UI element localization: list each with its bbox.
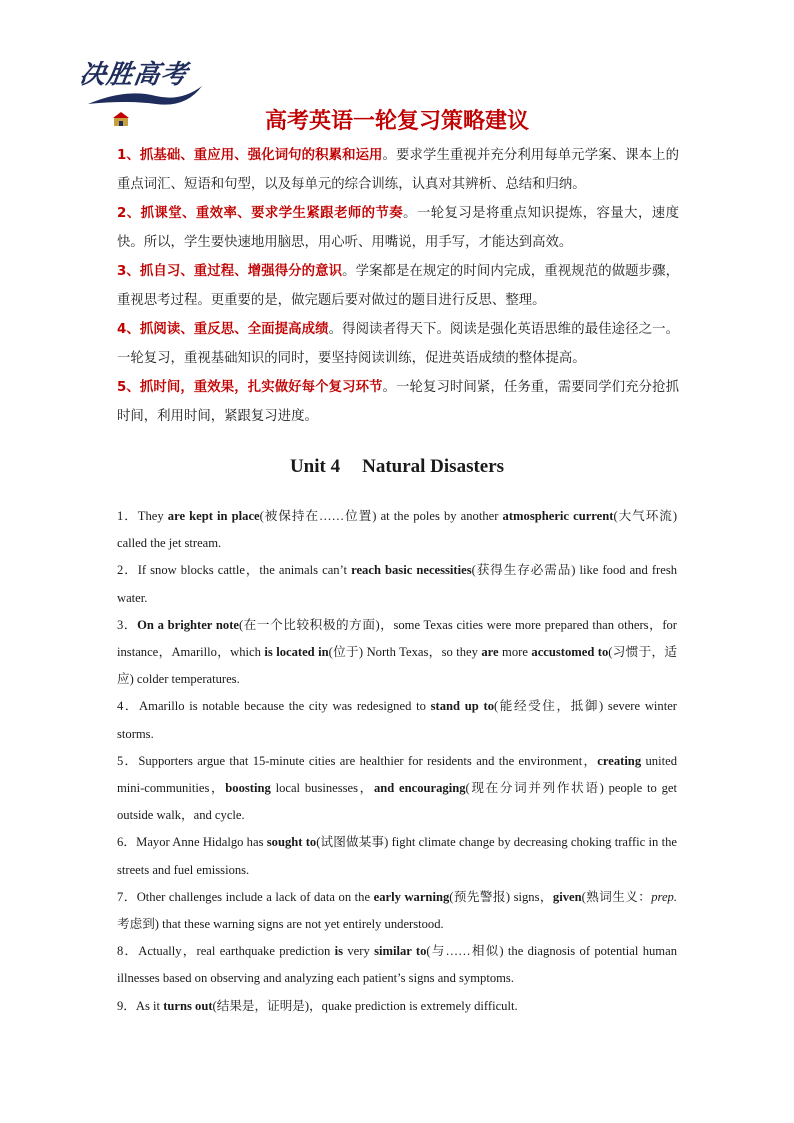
key-phrase: and encouraging — [373, 781, 466, 796]
sentence-text: (大气环流) called the jet stream. — [117, 509, 678, 551]
strategy-text: 。一轮复习时间紧，任务重，需要同学们充分抢抓时间，利用时间，紧跟复习进度。 — [117, 380, 679, 424]
strategy-highlight: 抓基础、重应用、强化词句的积累和运用 — [139, 148, 383, 163]
strategy-number: 4、 — [117, 322, 140, 337]
key-phrase: stand up to — [430, 699, 494, 714]
strategy-number: 3、 — [117, 264, 140, 279]
sentence-text: 6．Mayor Anne Hidalgo has — [117, 835, 267, 850]
sentence-item — [117, 557, 677, 611]
sentence-text: (与……相似) the diagnosis of potential human illnesses based on observing and analyzing each patient’s signs and symptoms. — [117, 944, 677, 986]
strategy-item — [117, 199, 679, 257]
strategy-list — [117, 141, 679, 431]
sentence-text: 7．Other challenges include a lack of data on the — [117, 889, 374, 904]
logo-text: 决胜高考 — [77, 60, 190, 90]
key-phrase: early warning — [373, 889, 450, 904]
key-phrase: turns out — [163, 998, 213, 1013]
sentence-text: 2．If snow blocks cattle，the animals can’t — [117, 563, 352, 578]
part-of-speech: prep. — [651, 889, 677, 904]
key-phrase: given — [552, 889, 582, 904]
sentence-text: local businesses， — [270, 781, 374, 796]
sentence-text: 8．Actually，real earthquake prediction — [117, 944, 335, 959]
sentence-text: 1．They — [117, 509, 168, 523]
sentence-text: 3． — [117, 617, 138, 632]
sentence-item — [117, 829, 677, 883]
unit-label: Unit 4 — [289, 456, 341, 477]
sentence-text: 考虑到) that these warning signs are not yet entirely understood. — [117, 917, 444, 932]
key-phrase: similar to — [374, 944, 427, 959]
key-phrase: sought to — [266, 835, 317, 850]
sentence-text: (获得生存必需品) like food and fresh water. — [117, 563, 678, 605]
sentence-text: (熟词生义： — [581, 889, 652, 904]
sentence-text: (预先警报) signs， — [449, 889, 553, 904]
key-phrase: atmospheric current — [502, 509, 614, 523]
strategy-number: 5、 — [117, 380, 140, 395]
unit-name: Natural Disasters — [362, 456, 505, 477]
sentence-text: 5．Supporters argue that 15-minute cities are healthier for residents and the environment， — [117, 753, 598, 768]
unit-title — [0, 456, 794, 478]
strategy-highlight: 抓自习、重过程、增强得分的意识 — [139, 264, 343, 279]
sentence-text: (试图做某事) fight climate change by decreasing choking traffic in the streets and fuel emissions. — [117, 835, 677, 877]
key-phrase: is — [334, 944, 344, 959]
key-phrase: is located in — [264, 645, 329, 660]
strategy-text: 。要求学生重视并充分利用每单元学案、课本上的重点词汇、短语和句型，以及每单元的综合训练，认真对其辨析、总结和归纳。 — [117, 148, 679, 192]
sentence-item — [117, 503, 677, 557]
strategy-number: 2、 — [117, 206, 141, 221]
sentence-text: (习惯于，适应) colder temperatures. — [117, 645, 677, 687]
sentence-text: very — [343, 944, 375, 959]
strategy-highlight: 抓课堂、重效率、要求学生紧跟老师的节奏 — [140, 206, 404, 221]
key-phrase: creating — [597, 753, 642, 768]
strategy-text: 。学案都是在规定的时间内完成，重视规范的做题步骤，重视思考过程。更重要的是，做完题后要对做过的题目进行反思、整理。 — [117, 264, 679, 308]
sentence-item — [117, 938, 677, 992]
key-phrase: reach basic necessities — [351, 563, 472, 578]
strategy-item — [117, 141, 679, 199]
sentence-text: more — [498, 645, 532, 660]
sentence-text: (被保持在……位置) at the poles by another — [259, 509, 503, 523]
strategy-text: 。得阅读者得天下。阅读是强化英语思维的最佳途径之一。一轮复习，重视基础知识的同时，要坚持阅读训练，促进英语成绩的整体提高。 — [117, 322, 679, 366]
key-phrase: On a brighter note — [137, 617, 239, 632]
sentence-item — [117, 693, 677, 747]
key-phrase: are — [481, 645, 499, 660]
sentence-text: (位于) North Texas，so they — [328, 645, 482, 660]
sentence-text: (结果是，证明是)，quake prediction is extremely difficult. — [212, 998, 518, 1013]
sentence-item — [117, 993, 677, 1020]
sentence-text: 4．Amarillo is notable because the city was redesigned to — [117, 699, 431, 714]
key-phrase: are kept in place — [167, 509, 260, 523]
key-phrase: boosting — [225, 781, 271, 796]
strategy-number: 1、 — [117, 148, 140, 163]
strategy-text: 。一轮复习是将重点知识提炼，容量大，速度快。所以，学生要快速地用脑思，用心听、用嘴说，用手写，才能达到高效。 — [117, 206, 680, 250]
strategy-item — [117, 373, 679, 431]
strategy-highlight: 抓时间，重效果，扎实做好每个复习环节 — [139, 380, 383, 395]
strategy-highlight: 抓阅读、重反思、全面提高成绩 — [139, 322, 329, 337]
sentence-text: (能经受住，抵御) severe winter storms. — [117, 699, 677, 741]
sentence-item — [117, 748, 677, 830]
sentence-item — [117, 884, 677, 938]
strategy-item — [117, 257, 679, 315]
sentence-text: united mini-communities， — [117, 753, 677, 796]
strategy-item — [117, 315, 679, 373]
sentence-text: (在一个比较积极的方面)，some Texas cities were more prepared than others，for instance，Amarillo，which — [117, 617, 678, 660]
sentence-text: 9．As it — [117, 998, 164, 1013]
key-phrase: accustomed to — [531, 645, 609, 660]
sentence-item — [117, 612, 677, 694]
page-title: 高考英语一轮复习策略建议 — [264, 109, 529, 134]
sentence-list — [117, 503, 677, 1020]
sentence-text: (现在分词并列作状语) people to get outside walk，and cycle. — [117, 781, 677, 823]
